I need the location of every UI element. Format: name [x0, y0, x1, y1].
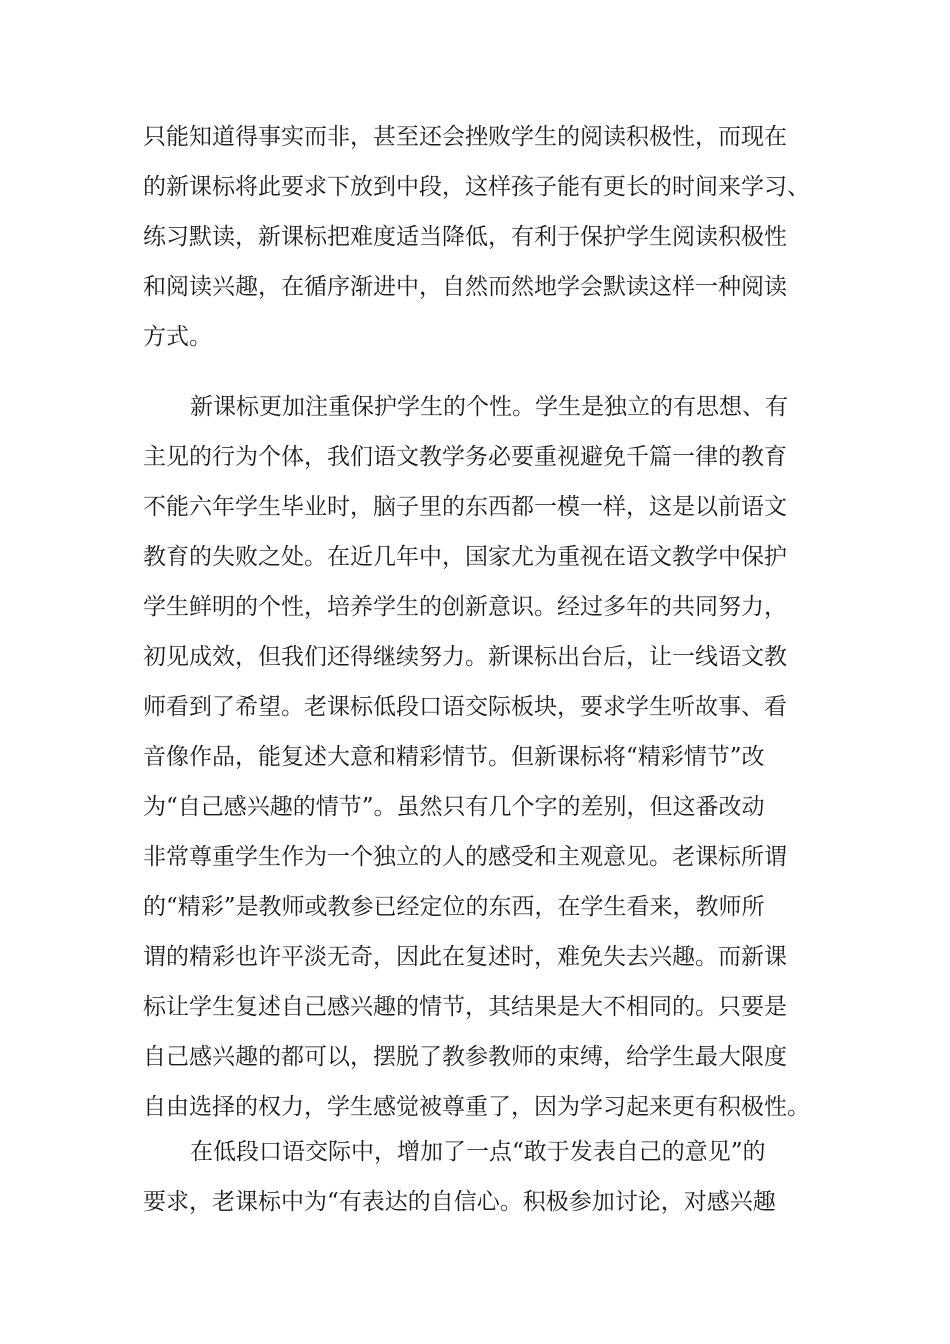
- paragraph-2: [143, 382, 810, 1132]
- paragraph-1: [143, 112, 810, 362]
- text-line: 教育的失败之处。在近几年中，国家尤为重视在语文教学中保护: [143, 544, 787, 570]
- text-line-indented: 在低段口语交际中，增加了一点“敢于发表自己的意见”的: [190, 1139, 766, 1165]
- text-line: 要求，老课标中为“有表达的自信心。积极参加讨论，对感兴趣: [143, 1189, 776, 1215]
- text-line: 的“精彩”是教师或教参已经定位的东西，在学生看来，教师所: [143, 894, 765, 920]
- text-line: 初见成效，但我们还得继续努力。新课标出台后，让一线语文教: [143, 644, 787, 670]
- text-line: 非常尊重学生作为一个独立的人的感受和主观意见。老课标所谓: [143, 844, 787, 870]
- text-line: 只能知道得事实而非，甚至还会挫败学生的阅读积极性，而现在: [143, 124, 787, 150]
- text-line: 和阅读兴趣，在循序渐进中，自然而然地学会默读这样一种阅读: [143, 274, 787, 300]
- text-line: 不能六年学生毕业时，脑子里的东西都一模一样，这是以前语文: [143, 494, 787, 520]
- text-line-indented: 新课标更加注重保护学生的个性。学生是独立的有思想、有: [190, 394, 788, 420]
- text-line: 主见的行为个体，我们语文教学务必要重视避免千篇一律的教育: [143, 444, 787, 470]
- text-line: 为“自己感兴趣的情节”。虽然只有几个字的差别，但这番改动: [143, 794, 765, 820]
- text-line: 师看到了希望。老课标低段口语交际板块，要求学生听故事、看: [143, 694, 787, 720]
- paragraph-3: [143, 1127, 776, 1227]
- text-line: 自由选择的权力，学生感觉被尊重了，因为学习起来更有积极性。: [143, 1094, 810, 1120]
- text-line: 自己感兴趣的都可以，摆脱了教参教师的束缚，给学生最大限度: [143, 1044, 787, 1070]
- text-line: 练习默读，新课标把难度适当降低，有利于保护学生阅读积极性: [143, 224, 787, 250]
- text-line: 谓的精彩也许平淡无奇，因此在复述时，难免失去兴趣。而新课: [143, 944, 787, 970]
- text-line: 标让学生复述自己感兴趣的情节，其结果是大不相同的。只要是: [143, 994, 787, 1020]
- text-line: 的新课标将此要求下放到中段，这样孩子能有更长的时间来学习、: [143, 174, 810, 200]
- text-line: 学生鲜明的个性，培养学生的创新意识。经过多年的共同努力，: [143, 594, 787, 620]
- text-line: 音像作品，能复述大意和精彩情节。但新课标将“精彩情节”改: [143, 744, 765, 770]
- text-line: 方式。: [143, 324, 212, 350]
